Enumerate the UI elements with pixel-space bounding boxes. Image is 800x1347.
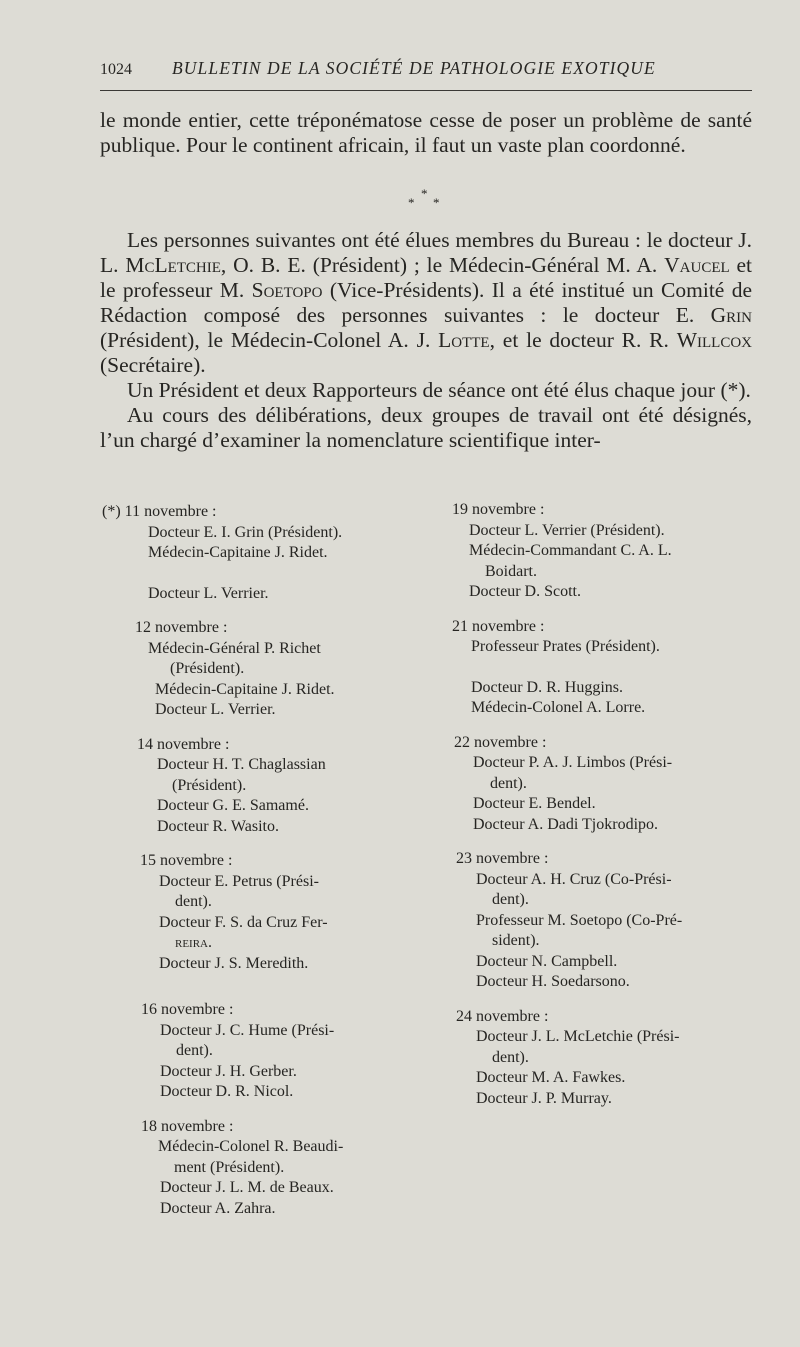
footnote-date: 16 novembre : — [141, 1001, 234, 1018]
page-header — [100, 58, 750, 82]
footnote-entry: (Président). — [172, 776, 247, 794]
section-separator: * * * — [408, 186, 440, 210]
footnote-entry: Docteur M. A. Fawkes. — [476, 1069, 626, 1086]
footnote-date: 19 novembre : — [452, 501, 545, 518]
footnote-entry: Docteur E. Petrus (Prési- — [159, 872, 319, 890]
footnote-entry: Docteur D. R. Nicol. — [160, 1083, 294, 1100]
footnote-entry: Docteur G. E. Samamé. — [157, 797, 309, 814]
footnote-entry: Docteur E. I. Grin (Président). — [148, 523, 343, 541]
footnote-entry: Médecin-Capitaine J. Ridet. — [155, 680, 335, 698]
footnote-date: 23 novembre : — [456, 850, 549, 867]
footnote-entry: ment (Président). — [174, 1158, 285, 1176]
footnote-entry: Médecin-Commandant C. A. L. — [469, 542, 672, 559]
footnote-entry: (Président). — [170, 660, 245, 677]
footnote-entry: Médecin-Colonel A. Lorre. — [471, 699, 646, 716]
footnote-entry: dent). — [175, 893, 212, 910]
footnote-entry: Docteur R. Wasito. — [157, 817, 279, 835]
footnote-entry: Docteur J. P. Murray. — [476, 1089, 612, 1107]
footnote-entry: Docteur A. Zahra. — [160, 1199, 276, 1217]
header-rule — [100, 90, 752, 91]
footnote-entry: dent). — [492, 1048, 529, 1066]
footnote-entry: Docteur L. Verrier (Président). — [469, 521, 665, 539]
footnote-entry: Médecin-Général P. Richet — [148, 639, 321, 657]
footnote-entry: Docteur H. T. Chaglassian — [157, 756, 326, 773]
footnote-entry: dent). — [490, 774, 527, 792]
footnote-date: 22 novembre : — [454, 733, 547, 751]
footnote-date: (*) 11 novembre : — [102, 503, 217, 520]
footnote-entry: Docteur F. S. da Cruz Fer- — [159, 913, 328, 931]
footnote-entry: Docteur L. Verrier. — [148, 584, 269, 602]
running-title: BULLETIN DE LA SOCIÉTÉ DE PATHOLOGIE EXOTIQUE — [172, 58, 656, 78]
main-text — [100, 228, 752, 453]
footnote-entry: Docteur A. Dadi Tjokrodipo. — [473, 815, 659, 833]
footnote-entry: Docteur P. A. J. Limbos (Prési- — [473, 754, 673, 771]
footnote-entry: sident). — [492, 932, 540, 949]
footnote-entry: Professeur Prates (Président). — [471, 638, 660, 655]
footnote-date: 12 novembre : — [135, 619, 228, 636]
footnote-entry: Docteur D. R. Huggins. — [471, 678, 623, 696]
footnote-entry: dent). — [492, 891, 529, 908]
footnote-date: 24 novembre : — [456, 1007, 549, 1025]
footnote-left-column — [102, 502, 407, 1219]
footnote-date: 21 novembre : — [452, 617, 545, 635]
footnote-entry: Docteur A. H. Cruz (Co-Prési- — [476, 870, 672, 888]
footnote-date: 18 novembre : — [141, 1117, 234, 1135]
page-number: 1024 — [100, 61, 132, 78]
footnote-date: 14 novembre : — [137, 735, 230, 753]
footnote-entry: Docteur L. Verrier. — [155, 701, 276, 718]
footnote-entry: Docteur J. L. M. de Beaux. — [160, 1179, 334, 1196]
footnote-entry: Professeur M. Soetopo (Co-Pré- — [476, 911, 683, 929]
footnote-date: 15 novembre : — [140, 852, 233, 869]
footnote-entry: Docteur N. Campbell. — [476, 952, 618, 970]
footnote-entry: Médecin-Colonel R. Beaudi- — [158, 1138, 344, 1155]
footnote-right-column — [452, 500, 752, 1109]
footnote-entry: Docteur E. Bendel. — [473, 795, 596, 812]
footnote-entry: Docteur J. L. McLetchie (Prési- — [476, 1028, 680, 1045]
footnote-entry: Médecin-Capitaine J. Ridet. — [148, 544, 328, 561]
paragraph-continuation: le monde entier, cette tréponématose cesse de poser un problème de santé publique. Pour le continent africain, il faut un vaste plan coordonné. — [100, 108, 752, 157]
footnote-entry: Docteur D. Scott. — [469, 583, 581, 600]
footnote-entry: dent). — [176, 1042, 213, 1059]
footnote-entry: Docteur J. S. Meredith. — [159, 954, 309, 972]
footnote-entry: reira. — [175, 934, 212, 951]
footnote-entry: Docteur J. C. Hume (Prési- — [160, 1021, 335, 1039]
paragraph-deliberations: Au cours des délibérations, deux groupes de travail ont été désignés, l’un chargé d’examiner la nomenclature scientifique inter- — [100, 403, 752, 452]
footnote-entry: Docteur J. H. Gerber. — [160, 1062, 297, 1080]
paragraph-bureau: Les personnes suivantes ont été élues membres du Bureau : le docteur J. L. McLetchie, O. B. E. (Président) ; le Médecin-Général M. A. Vaucel et le professeur M. Soetopo (Vice-Présidents). Il a été institué un Comité de Rédaction composé des personnes suivantes : le docteur E. Grin (Président), le Médecin-Colonel A. J. Lotte, et le docteur R. R. Willcox (Secrétaire). — [100, 228, 752, 377]
footnote-entry: Docteur H. Soedarsono. — [476, 973, 630, 990]
paragraph-rapporteurs: Un Président et deux Rapporteurs de séance ont été élus chaque jour (*). — [127, 378, 751, 402]
footnote-entry: Boidart. — [485, 562, 537, 580]
